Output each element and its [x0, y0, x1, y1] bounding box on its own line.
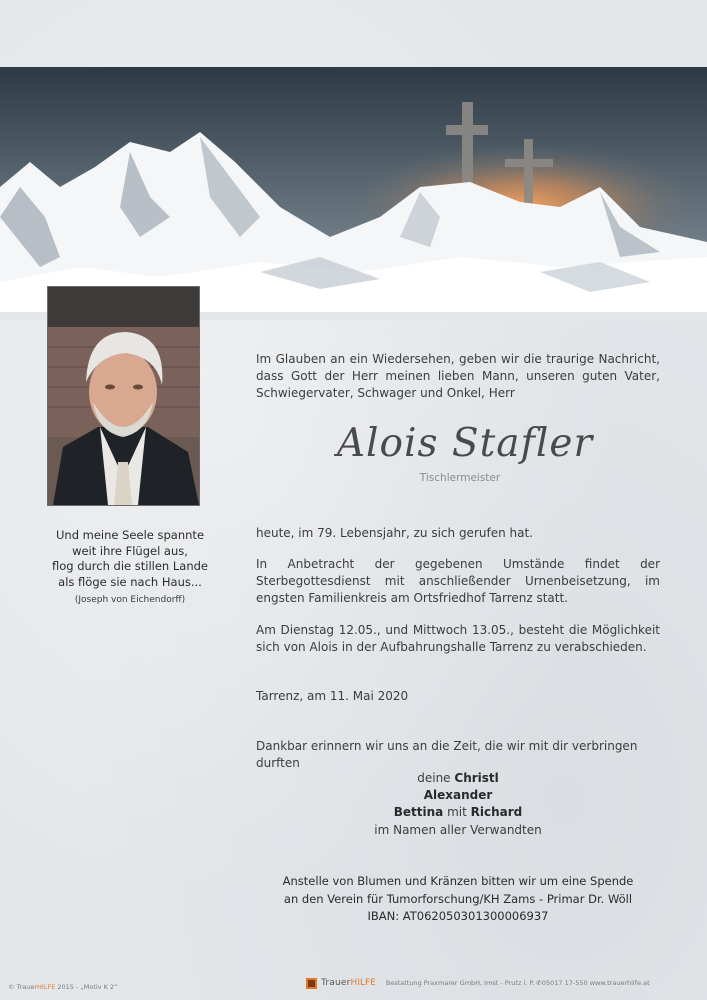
deceased-name: Alois Stafler	[336, 421, 594, 466]
signature-name: Bettina	[393, 805, 444, 820]
mountain-banner-illustration	[0, 67, 707, 320]
signature-name: Christl	[454, 771, 499, 785]
poem-line: Und meine Seele spannte	[55, 528, 205, 542]
notice-thanks: Dankbar erinnern wir uns an die Zeit, die wir mit dir verbringen durften	[256, 739, 638, 771]
memorial-poem	[30, 528, 230, 609]
deceased-title: Tischlermeister	[419, 472, 501, 484]
footer-brand-name: TrauerHILFE	[321, 978, 376, 988]
signature-line: im Namen aller Verwandten	[374, 822, 542, 837]
poem-line: weit ihre Flügel aus,	[72, 543, 188, 558]
signatures	[256, 770, 660, 839]
donation-iban: IBAN: AT062050301300006937	[367, 909, 549, 923]
footer-brand	[306, 976, 650, 990]
signature-line: Bettina mit Richard	[393, 805, 523, 820]
notice-intro: Im Glauben an ein Wiedersehen, geben wir die traurige Nachricht, dass Gott der Herr meinen lieben Mann, unseren guten Vater, Schwiegervater, Schwager und Onkel, Herr	[256, 352, 660, 401]
donation-line: Anstelle von Blumen und Kränzen bitten wir um eine Spende	[282, 874, 634, 888]
poem-line: flog durch die stillen Lande	[51, 559, 208, 573]
donation-request	[256, 873, 660, 926]
signature-name: Richard	[470, 805, 523, 820]
signature-line: deine Christl	[417, 771, 499, 785]
notice-died: heute, im 79. Lebensjahr, zu sich gerufen hat.	[256, 526, 533, 540]
signature-name: Alexander	[423, 788, 493, 803]
notice-viewing: Am Dienstag 12.05., und Mittwoch 13.05., besteht die Möglichkeit sich von Alois in der Aufbahrungshalle Tarrenz zu verabschieden.	[256, 623, 660, 655]
donation-line: an den Verein für Tumorforschung/KH Zams - Primar Dr. Wöll	[283, 891, 633, 906]
signature-line	[256, 787, 660, 804]
poem-author: (Joseph von Eichendorff)	[74, 595, 186, 605]
portrait-photo	[47, 286, 200, 506]
footer-copyright: © TrauerHILFE 2015 - „Motiv K 2“	[8, 983, 118, 991]
footer-contact-info: Bestattung Praxmarer GmbH, Imst - Prutz i. P. ✆05017 17-550 www.trauerhilfe.at	[385, 979, 650, 987]
poem-line: als flöge sie nach Haus...	[58, 574, 202, 589]
notice-place-date: Tarrenz, am 11. Mai 2020	[256, 689, 409, 703]
notice-service: In Anbetracht der gegebenen Umstände findet der Sterbegottesdienst mit anschließender Urnenbeisetzung, im engsten Familienkreis am Ortsfriedhof Tarrenz statt.	[256, 557, 660, 606]
trauerhilfe-logo-icon	[306, 978, 317, 989]
